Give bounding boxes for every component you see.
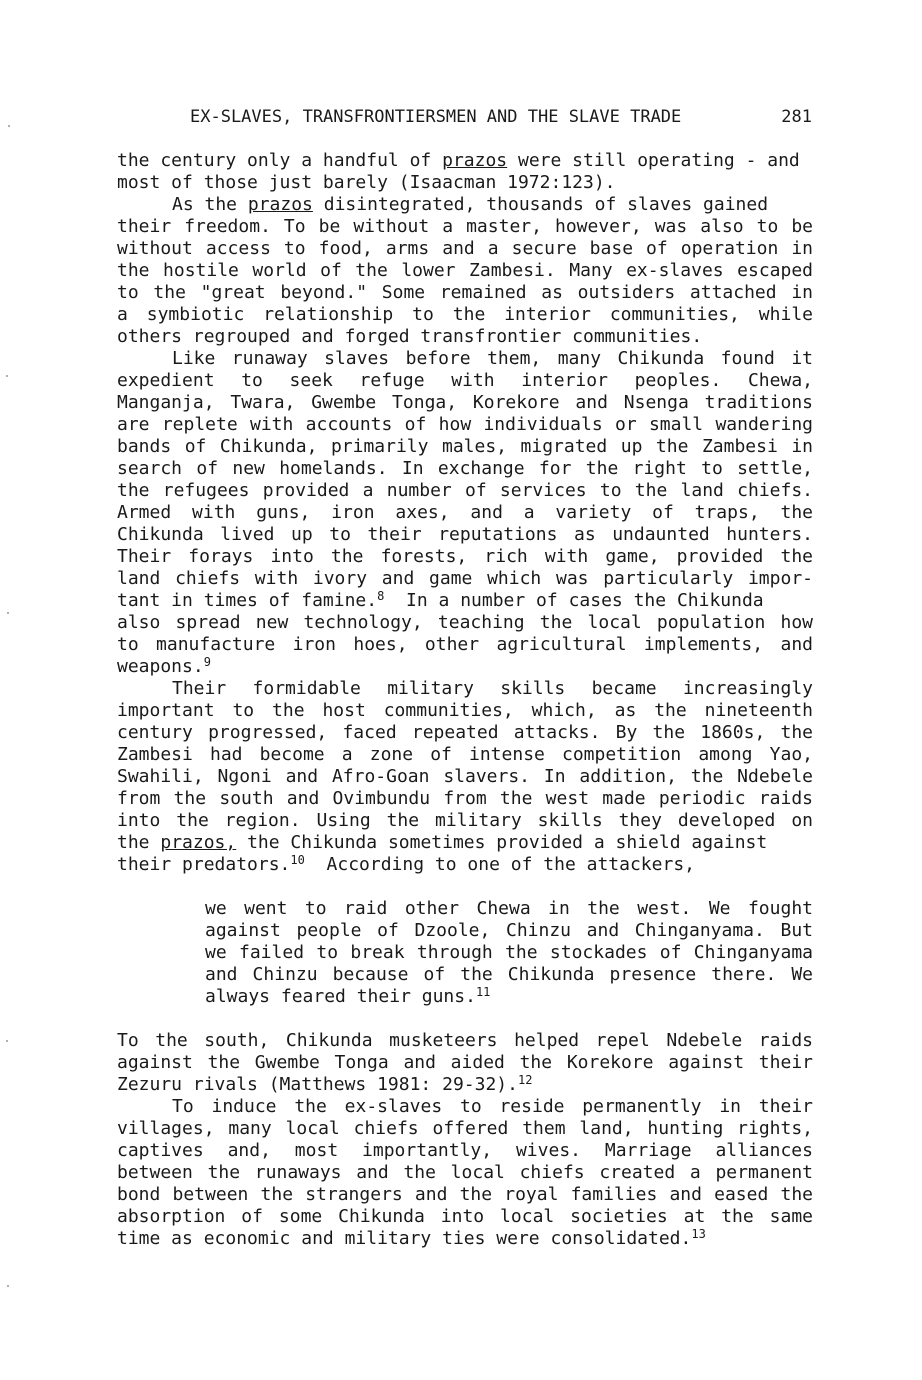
text-line: to the "great beyond." Some remained as outsiders attached in xyxy=(117,282,813,303)
footnote-ref: 9 xyxy=(203,655,211,669)
text-line: their freedom. To be without a master, however, was also to be xyxy=(117,216,813,237)
text-line: To the south, Chikunda musketeers helped repel Ndebele raids xyxy=(117,1030,813,1051)
text-line: a symbiotic relationship to the interior communities, while xyxy=(117,304,813,325)
text-line: others regrouped and forged transfrontier communities. xyxy=(117,326,703,347)
text-line: expedient to seek refuge with interior peoples. Chewa, xyxy=(117,370,813,391)
paragraph-start: As the prazos disintegrated, thousands of slaves gained xyxy=(172,194,769,215)
text-line: Zambesi had become a zone of intense competition among Yao, xyxy=(117,744,813,765)
italic-term: prazos xyxy=(442,150,508,171)
text-line: into the region. Using the military skills they developed on xyxy=(117,810,813,831)
text-line: weapons.$^9$ xyxy=(117,655,211,677)
scan-mark xyxy=(8,125,10,127)
page-body xyxy=(117,150,813,1250)
footnote-ref: 10 xyxy=(290,853,305,867)
text-line: the hostile world of the lower Zambesi. Many ex-slaves escaped xyxy=(117,260,813,281)
quote-line: we went to raid other Chewa in the west. We fought xyxy=(205,898,813,919)
text-line: search of new homelands. In exchange for the right to settle, xyxy=(117,458,813,479)
text-line: most of those just barely (Isaacman 1972:123). xyxy=(117,172,616,193)
footnote-ref: 12 xyxy=(517,1073,533,1087)
text-line: between the runaways and the local chiefs created a permanent xyxy=(117,1162,813,1183)
running-header xyxy=(190,106,812,128)
text-line: Manganja, Twara, Gwembe Tonga, Korekore and Nsenga traditions xyxy=(117,392,813,413)
page-number: 281 xyxy=(781,107,812,127)
block-quote xyxy=(117,898,813,1008)
text-line: the refugees provided a number of services to the land chiefs. xyxy=(117,480,813,501)
text-line: also spread new technology, teaching the local population how xyxy=(117,612,813,633)
scan-mark xyxy=(6,375,8,377)
footnote-ref: 11 xyxy=(475,985,491,999)
paragraph-start: Their formidable military skills became increasingly xyxy=(172,678,813,699)
text-line: from the south and Ovimbundu from the west made periodic raids xyxy=(117,788,813,809)
text-line: tant in times of famine.$^8$ In a number of cases the Chikunda xyxy=(117,589,764,611)
scan-mark xyxy=(7,1285,9,1287)
text-line: time as economic and military ties were consolidated.$^{13}$ xyxy=(117,1227,706,1249)
text-line: Chikunda lived up to their reputations as undaunted hunters. xyxy=(117,524,813,545)
quote-line: and Chinzu because of the Chikunda presence there. We xyxy=(205,964,813,985)
quote-line: always feared their guns.$^{11}$ xyxy=(205,985,491,1007)
text-line: important to the host communities, which, as the nineteenth xyxy=(117,700,813,721)
quote-line: we failed to break through the stockades of Chinganyama xyxy=(205,942,813,963)
text-line: Their forays into the forests, rich with game, provided the xyxy=(117,546,813,567)
footnote-ref: 8 xyxy=(377,589,385,603)
text-line: bands of Chikunda, primarily males, migrated up the Zambesi in xyxy=(117,436,813,457)
spacer xyxy=(117,876,813,898)
text-line: Zezuru rivals (Matthews 1981: 29-32).$^{12}$ xyxy=(117,1073,533,1095)
text-line: against the Gwembe Tonga and aided the Korekore against their xyxy=(117,1052,813,1073)
text-line: without access to food, arms and a secure base of operation in xyxy=(117,238,813,259)
text-line: Swahili, Ngoni and Afro-Goan slavers. In addition, the Ndebele xyxy=(117,766,813,787)
footnote-ref: 13 xyxy=(691,1227,706,1241)
scan-mark xyxy=(7,612,9,614)
text-line: villages, many local chiefs offered them land, hunting rights, xyxy=(117,1118,813,1139)
text-line: bond between the strangers and the royal families and eased the xyxy=(117,1184,813,1205)
text-line: to manufacture iron hoes, other agricultural implements, and xyxy=(117,634,813,655)
italic-term: prazos, xyxy=(160,832,237,853)
text-line: captives and, most importantly, wives. Marriage alliances xyxy=(117,1140,813,1161)
text-line: Armed with guns, iron axes, and a variety of traps, the xyxy=(117,502,813,523)
text-line: their predators.$^{10}$ According to one of the attackers, xyxy=(117,853,695,875)
scan-mark xyxy=(6,1040,8,1042)
paragraph-start: Like runaway slaves before them, many Chikunda found it xyxy=(172,348,813,369)
text-line: the century only a handful of prazos were still operating - and xyxy=(117,150,800,171)
text-line: the prazos, the Chikunda sometimes provided a shield against xyxy=(117,832,768,853)
italic-term: prazos xyxy=(247,194,313,215)
text-line: are replete with accounts of how individuals or small wandering xyxy=(117,414,813,435)
spacer xyxy=(117,1008,813,1030)
text-line: absorption of some Chikunda into local societies at the same xyxy=(117,1206,813,1227)
text-line: land chiefs with ivory and game which was particularly impor- xyxy=(117,568,813,589)
text-line: century progressed, faced repeated attacks. By the 1860s, the xyxy=(117,722,813,743)
quote-line: against people of Dzoole, Chinzu and Chinganyama. But xyxy=(205,920,813,941)
paragraph-start: To induce the ex-slaves to reside permanently in their xyxy=(172,1096,813,1117)
running-title: EX-SLAVES, TRANSFRONTIERSMEN AND THE SLAVE TRADE xyxy=(190,107,682,127)
